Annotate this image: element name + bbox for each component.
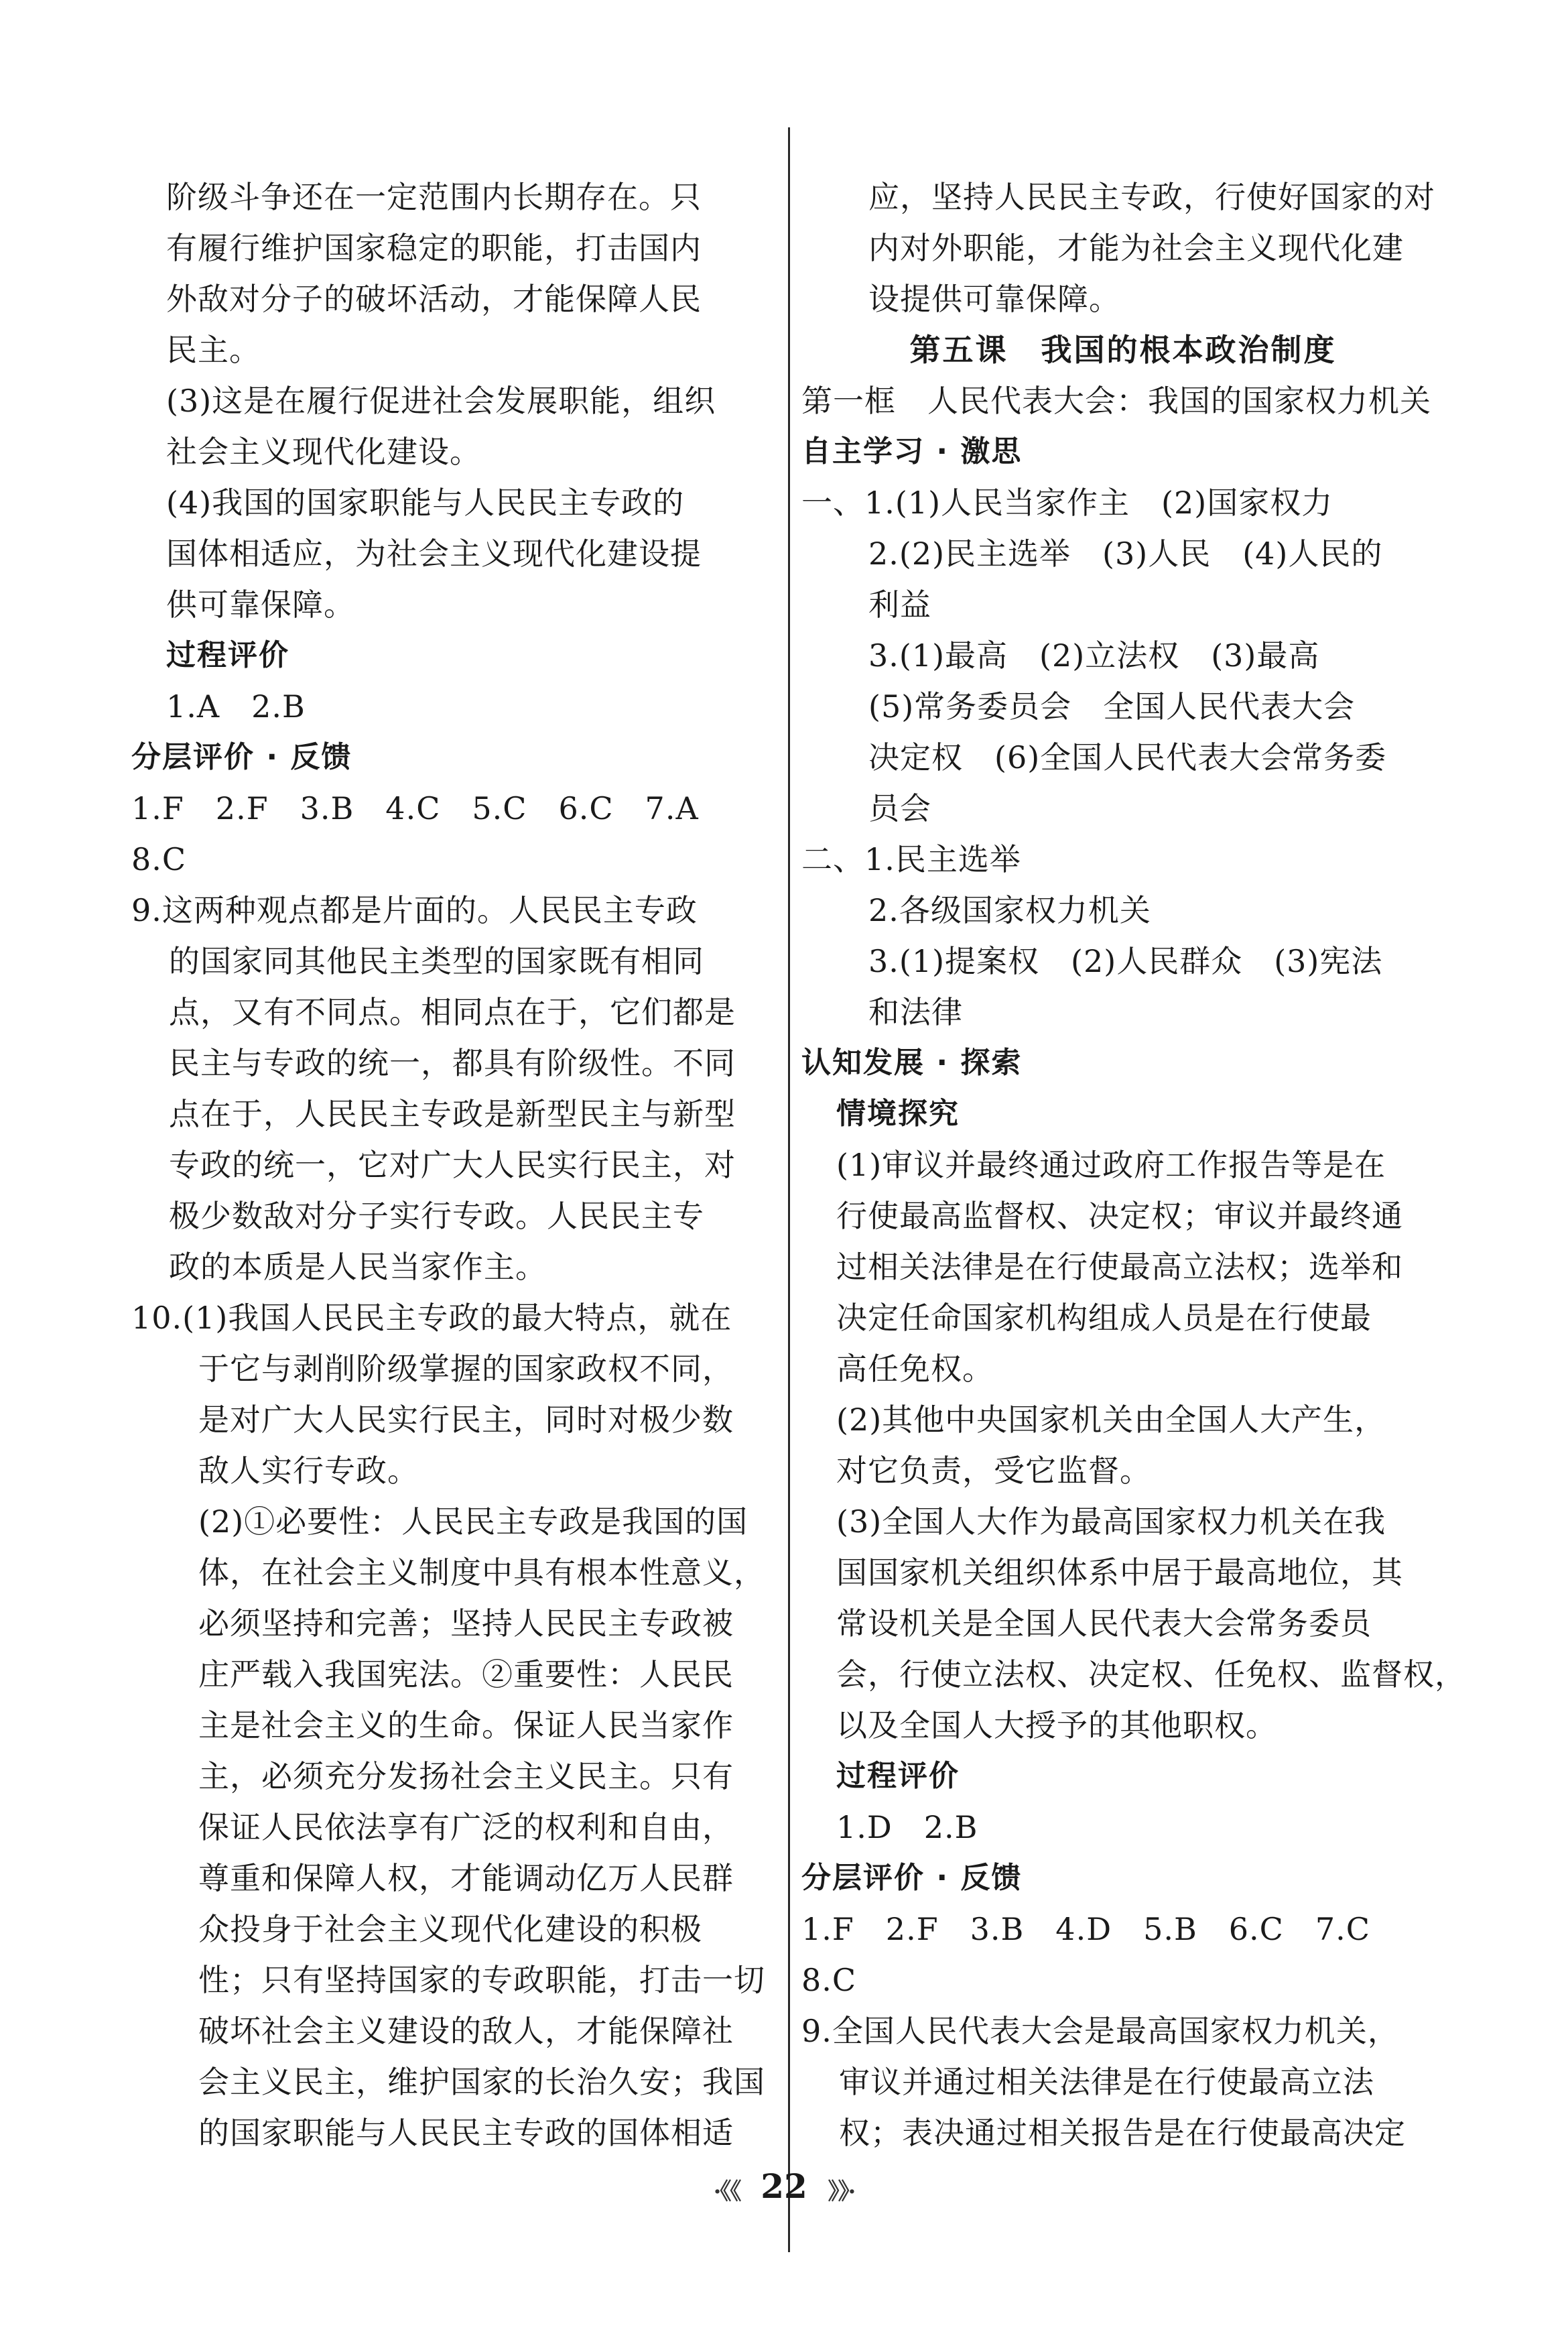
text-line: 行使最高监督权、决定权；审议并最终通 bbox=[836, 1198, 1403, 1234]
text-line: 供可靠保障。 bbox=[166, 587, 355, 623]
text-line: 第一框 人民代表大会：我国的国家权力机关 bbox=[801, 383, 1431, 419]
text-line: 外敌对分子的破坏活动，才能保障人民 bbox=[166, 281, 702, 317]
text-line: 设提供可靠保障。 bbox=[868, 281, 1120, 317]
text-line: 对它负责，受它监督。 bbox=[836, 1453, 1151, 1489]
text-line: 3.(1)最高 (2)立法权 (3)最高 bbox=[868, 637, 1320, 674]
left-column bbox=[131, 172, 775, 2158]
text-line: (2)其他中央国家机关由全国人大产生， bbox=[836, 1402, 1386, 1438]
text-line: 以及全国人大授予的其他职权。 bbox=[836, 1707, 1277, 1743]
text-line: 内对外职能，才能为社会主义现代化建 bbox=[868, 230, 1404, 266]
text-line: 9.这两种观点都是片面的。人民民主专政 bbox=[131, 892, 698, 928]
text-line: 必须坚持和完善；坚持人民民主专政被 bbox=[198, 1605, 734, 1642]
right-ornament-icon: 》》· bbox=[828, 2178, 855, 2205]
page-footer bbox=[0, 2166, 1568, 2206]
text-line: 破坏社会主义建设的敌人，才能保障社 bbox=[198, 2013, 734, 2049]
text-line: 应，坚持人民民主专政，行使好国家的对 bbox=[868, 179, 1435, 215]
text-line: 10.(1)我国人民民主专政的最大特点，就在 bbox=[131, 1300, 732, 1336]
section-heading: 分层评价 · 反馈 bbox=[801, 1861, 1023, 1895]
text-line: 主是社会主义的生命。保证人民当家作 bbox=[198, 1707, 734, 1743]
text-line: 社会主义现代化建设。 bbox=[166, 434, 481, 470]
text-line: 的国家同其他民主类型的国家既有相同 bbox=[169, 943, 704, 979]
text-line: 有履行维护国家稳定的职能，打击国内 bbox=[166, 230, 702, 266]
right-column bbox=[801, 172, 1466, 2158]
text-line: 众投身于社会主义现代化建设的积极 bbox=[198, 1911, 702, 1947]
text-line: 专政的统一，它对广大人民实行民主，对 bbox=[169, 1147, 736, 1183]
text-line: (3)这是在履行促进社会发展职能，组织 bbox=[166, 383, 716, 419]
text-line: 和法律 bbox=[868, 994, 963, 1030]
text-line: 利益 bbox=[868, 587, 931, 623]
text-line: 决定任命国家机构组成人员是在行使最 bbox=[836, 1300, 1372, 1336]
text-line: 常设机关是全国人民代表大会常务委员 bbox=[836, 1605, 1372, 1642]
text-line: 决定权 (6)全国人民代表大会常务委 bbox=[868, 739, 1387, 776]
text-line: 国国家机关组织体系中居于最高地位，其 bbox=[836, 1554, 1403, 1591]
text-line: 体，在社会主义制度中具有根本性意义， bbox=[198, 1554, 765, 1591]
text-line: (5)常务委员会 全国人民代表大会 bbox=[868, 688, 1356, 725]
text-line: 会，行使立法权、决定权、任免权、监督权， bbox=[836, 1656, 1466, 1692]
left-ornament-icon: ·《《 bbox=[713, 2178, 740, 2205]
text-line: 过相关法律是在行使最高立法权；选举和 bbox=[836, 1249, 1403, 1285]
text-line: 国体相适应，为社会主义现代化建设提 bbox=[166, 536, 702, 572]
section-heading: 过程评价 bbox=[836, 1759, 960, 1793]
text-line: 是对广大人民实行民主，同时对极少数 bbox=[198, 1402, 734, 1438]
text-line: 3.(1)提案权 (2)人民群众 (3)宪法 bbox=[868, 943, 1383, 979]
text-line: 庄严载入我国宪法。②重要性：人民民 bbox=[198, 1656, 734, 1692]
text-line: 权；表决通过相关报告是在行使最高决定 bbox=[839, 2115, 1406, 2151]
text-line: 1.D 2.B bbox=[836, 1809, 978, 1845]
text-line: 1.A 2.B bbox=[166, 688, 306, 725]
section-heading: 过程评价 bbox=[166, 638, 289, 672]
text-line: 8.C bbox=[131, 841, 187, 877]
text-line: 阶级斗争还在一定范围内长期存在。只 bbox=[166, 179, 702, 215]
text-line: 点，又有不同点。相同点在于，它们都是 bbox=[169, 994, 736, 1030]
text-line: 民主与专政的统一，都具有阶级性。不同 bbox=[169, 1045, 736, 1081]
text-line: 9.全国人民代表大会是最高国家权力机关， bbox=[801, 2013, 1399, 2049]
text-line: 性；只有坚持国家的专政职能，打击一切 bbox=[198, 1962, 765, 1998]
text-line: 敌人实行专政。 bbox=[198, 1453, 419, 1489]
text-line: 会主义民主，维护国家的长治久安；我国 bbox=[198, 2064, 765, 2100]
column-divider bbox=[788, 127, 790, 2252]
text-line: 高任免权。 bbox=[836, 1351, 994, 1387]
text-line: 的国家职能与人民民主专政的国体相适 bbox=[198, 2115, 734, 2151]
text-line: 一、1.(1)人民当家作主 (2)国家权力 bbox=[801, 485, 1333, 521]
lesson-title: 第五课 我国的根本政治制度 bbox=[909, 332, 1337, 368]
text-line: 2.各级国家权力机关 bbox=[868, 892, 1151, 928]
section-heading: 认知发展 · 探索 bbox=[801, 1046, 1023, 1080]
text-line: 8.C bbox=[801, 1962, 857, 1998]
text-line: 2.(2)民主选举 (3)人民 (4)人民的 bbox=[868, 536, 1383, 572]
text-line: 1.F 2.F 3.B 4.D 5.B 6.C 7.C bbox=[801, 1911, 1370, 1947]
text-line: 尊重和保障人权，才能调动亿万人民群 bbox=[198, 1860, 734, 1896]
text-line: 保证人民依法享有广泛的权利和自由， bbox=[198, 1809, 734, 1845]
text-line: 1.F 2.F 3.B 4.C 5.C 6.C 7.A bbox=[131, 790, 699, 826]
text-line: (4)我国的国家职能与人民民主专政的 bbox=[166, 485, 685, 521]
text-line: 政的本质是人民当家作主。 bbox=[169, 1249, 547, 1285]
text-line: (1)审议并最终通过政府工作报告等是在 bbox=[836, 1147, 1386, 1183]
text-line: 点在于，人民民主专政是新型民主与新型 bbox=[169, 1096, 736, 1132]
section-heading: 自主学习 · 激思 bbox=[801, 434, 1023, 469]
text-line: 审议并通过相关法律是在行使最高立法 bbox=[839, 2064, 1374, 2100]
text-line: (3)全国人大作为最高国家权力机关在我 bbox=[836, 1503, 1386, 1540]
section-heading: 情境探究 bbox=[836, 1097, 960, 1131]
section-heading: 分层评价 · 反馈 bbox=[131, 740, 352, 774]
text-line: 二、1.民主选举 bbox=[801, 841, 1021, 877]
text-line: (2)①必要性：人民民主专政是我国的国 bbox=[198, 1503, 748, 1540]
text-line: 极少数敌对分子实行专政。人民民主专 bbox=[169, 1198, 704, 1234]
page-number: 22 bbox=[761, 2166, 807, 2206]
text-line: 员会 bbox=[868, 790, 931, 826]
text-line: 民主。 bbox=[166, 332, 261, 368]
text-line: 主，必须充分发扬社会主义民主。只有 bbox=[198, 1758, 734, 1794]
text-line: 于它与剥削阶级掌握的国家政权不同， bbox=[198, 1351, 734, 1387]
